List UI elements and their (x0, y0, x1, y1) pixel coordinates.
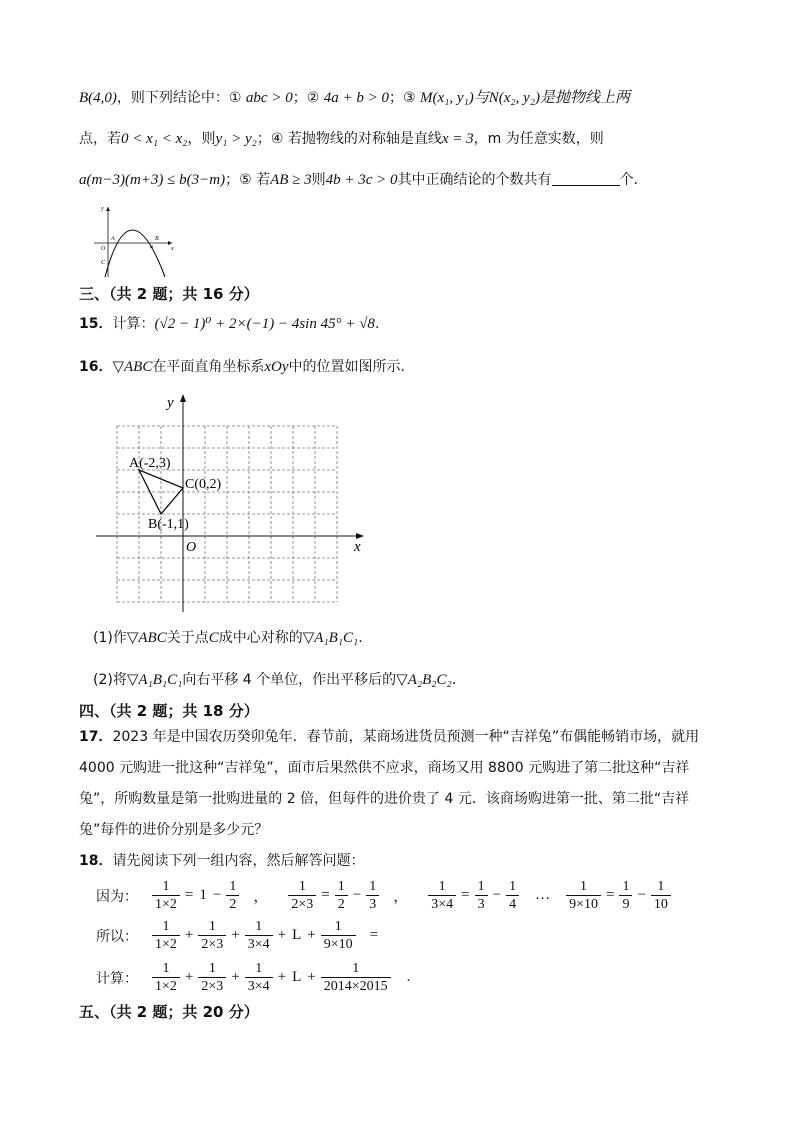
text: 请先阅读下列一组内容，然后解答问题： (112, 853, 365, 869)
text: − (212, 887, 222, 903)
text: 3 (477, 897, 485, 912)
q18-intro (79, 851, 364, 871)
text: 1 (366, 878, 379, 896)
fraction (226, 878, 239, 913)
text: 1 (428, 878, 456, 896)
text: + (231, 927, 240, 943)
text: 3×4 (247, 937, 270, 952)
q16-part-2 (93, 670, 456, 690)
parabola-graph (92, 203, 178, 279)
conclusion-2: 4a + b > 0 (323, 90, 389, 106)
q17-line-2: 4000 元购进一批这种“吉祥兔”，面市后果然供不应求，商场又用 8800 元购进了第二批这种“吉祥 (79, 760, 690, 776)
text: (2)将 (93, 672, 127, 688)
math: xOy (264, 359, 289, 375)
text: 2023 年是中国农历癸卯兔年．春节前，某商场进货员预测一种“吉祥兔”布偶能畅销市场，就用 (112, 729, 700, 745)
point-b-label: B(4,0) (79, 90, 117, 106)
text: ；④ 若抛物线的对称轴是直线 (256, 131, 442, 147)
q14-line-1 (79, 88, 630, 108)
text: L (292, 969, 302, 985)
graph-origin-label: O (101, 246, 106, 252)
text: ，m 为任意实数，则 (473, 131, 604, 147)
text: 2×3 (201, 979, 224, 994)
origin-label: O (186, 540, 197, 555)
math: x = 3 (441, 131, 474, 147)
fraction (475, 878, 488, 913)
fraction (245, 960, 273, 995)
y-arrow-icon (106, 207, 110, 211)
graph-four-label: 4 (150, 245, 153, 251)
text: . (451, 672, 457, 688)
text: 17． (79, 729, 113, 745)
fraction (288, 878, 316, 913)
text: 1 (321, 960, 391, 978)
text: + (184, 969, 194, 985)
text: 1 (566, 878, 601, 896)
math: a(m−3)(m+3) ≤ b(3−m) (79, 172, 226, 188)
text: 其中正确结论的个数共有 (397, 172, 552, 188)
text: . (374, 316, 380, 332)
fraction (335, 878, 348, 913)
y-axis-label: y (167, 395, 174, 411)
text: 1 (152, 878, 180, 896)
text: 2×3 (291, 897, 314, 912)
math: AB ≥ 3 (270, 172, 312, 188)
fraction (321, 918, 356, 953)
fraction (321, 960, 391, 995)
text: 2 (337, 897, 345, 912)
text: 2014×2015 (323, 979, 388, 994)
text: 1 (619, 878, 632, 896)
fraction (619, 878, 632, 913)
text: 2×3 (201, 937, 224, 952)
graph-a-label: A (111, 236, 115, 242)
q15 (79, 314, 379, 334)
dashed-grid (117, 426, 337, 602)
point-b-label: B(-1,1) (148, 517, 189, 532)
q17-line-1 (79, 727, 699, 747)
conclusion-1: abc > 0 (245, 90, 293, 106)
text: L (292, 927, 302, 943)
q16-part-1 (93, 628, 363, 648)
text: 1 (152, 918, 180, 936)
math: ▽A₁B₁C₁ (302, 630, 359, 646)
math: ▽A₁B₁C₁ (126, 672, 183, 688)
text: − (352, 887, 362, 903)
text: ，则 (187, 131, 216, 147)
text: 计算： (96, 970, 138, 987)
text: 1 (198, 918, 226, 936)
x-arrow-icon (168, 241, 172, 245)
text: 1 (245, 918, 273, 936)
text: 1 (651, 878, 671, 896)
text: 1 (199, 887, 207, 903)
text: 成中心对称的 (218, 630, 303, 646)
text: = (369, 927, 379, 943)
fraction (152, 878, 180, 913)
text: 1 (226, 878, 239, 896)
text: 1 (152, 960, 180, 978)
text: 4 (509, 897, 517, 912)
fraction (651, 878, 671, 913)
text: 9×10 (323, 937, 353, 952)
text: = (184, 887, 194, 903)
text: 1 (288, 878, 316, 896)
x-axis-label: x (354, 539, 361, 555)
text: 15． (79, 316, 113, 332)
q16-stem (79, 357, 415, 377)
q17-line-3: 兔”，所购数量是第一批购进量的 2 倍，但每件的进价贵了 4 元．该商场购进第一批、第二批“吉祥 (79, 791, 690, 807)
fraction (245, 918, 273, 953)
text: ；② (292, 90, 324, 106)
math: ▽ABC (126, 630, 167, 646)
fraction (152, 918, 180, 953)
q18-so-row (96, 918, 381, 953)
math: y₁ > y₂ (215, 131, 257, 147)
text: 9 (622, 897, 630, 912)
fraction (566, 878, 601, 913)
text: 1 (245, 960, 273, 978)
fraction (152, 960, 180, 995)
text: − (637, 887, 646, 903)
text: (1)作 (93, 630, 127, 646)
text: + (231, 969, 240, 985)
text: + (184, 927, 194, 943)
coordinate-grid-figure (94, 390, 374, 616)
point-a-label: A(-2,3) (129, 456, 171, 471)
text: 中的位置如图所示． (288, 359, 415, 375)
text: 1×2 (155, 937, 177, 952)
text: 1 (335, 878, 348, 896)
text: 则 (311, 172, 326, 188)
text: ；⑤ 若 (225, 172, 271, 188)
fraction (366, 878, 379, 913)
q18-calc-row (96, 960, 413, 995)
text: 3×4 (247, 979, 270, 994)
graph-x-label: x (171, 246, 174, 252)
conclusion-3: M(x₁, y₁)与N(x₂, y₂)是抛物线上两 (419, 90, 630, 106)
text: 18． (79, 853, 113, 869)
math: 0 < x₁ < x₂ (121, 131, 188, 147)
text: = (461, 887, 470, 903)
text: . (406, 969, 411, 985)
q17-line-4: 兔”每件的进价分别是多少元？ (79, 822, 269, 838)
text: = (605, 887, 615, 903)
math: C (208, 630, 219, 646)
text: + (307, 927, 316, 943)
text: 在平面直角坐标系 (152, 359, 265, 375)
text: 1 (321, 918, 356, 936)
section-4-title: 四、（共 2 题；共 18 分） (79, 702, 259, 720)
text: . (358, 630, 363, 646)
text: + (277, 927, 287, 943)
text: 10 (653, 897, 668, 912)
math: 4b + 3c > 0 (325, 172, 398, 188)
point-c-label: C(0,2) (185, 477, 222, 492)
text: 所以： (96, 928, 138, 945)
text: 9×10 (569, 897, 598, 912)
fraction (428, 878, 456, 913)
q14-line-2 (79, 129, 604, 149)
q15-expression: (√2 − 1)⁰ + 2×(−1) − 4sin 45° + √8 (154, 316, 375, 332)
graph-b-label: B (155, 236, 159, 242)
q14-line-3 (79, 170, 638, 190)
text: ， (393, 889, 409, 905)
text: 1×2 (155, 979, 177, 994)
text: … (535, 887, 551, 903)
graph-c-label: C (101, 260, 106, 266)
text: 个. (619, 172, 639, 188)
text: + (277, 969, 287, 985)
q18-because-row (96, 878, 673, 913)
text: 16． (79, 359, 113, 375)
y-arrow-icon (180, 394, 186, 402)
fraction (506, 878, 519, 913)
text: 计算： (112, 316, 155, 332)
section-3-title: 三、（共 2 题；共 16 分） (79, 285, 259, 303)
text: 1 (475, 878, 488, 896)
text: 关于点 (166, 630, 209, 646)
fraction (198, 960, 226, 995)
text: 1 (198, 960, 226, 978)
text: 点，若 (79, 131, 121, 147)
math: ▽ABC (112, 359, 153, 375)
text: 1 (506, 878, 519, 896)
text: = (321, 887, 330, 903)
text: ；③ (388, 90, 420, 106)
text: ，则下列结论中：① (116, 90, 246, 106)
graph-y-label: y (101, 206, 104, 212)
text: 1×2 (155, 897, 177, 912)
text: 向右平移 4 个单位，作出平移后的 (182, 672, 397, 688)
text: 2 (229, 897, 237, 912)
fraction (198, 918, 226, 953)
text: 3 (369, 897, 377, 912)
answer-blank (552, 171, 620, 186)
section-5-title: 五、（共 2 题；共 20 分） (79, 1003, 259, 1021)
text: + (307, 969, 316, 985)
text: ， (253, 889, 269, 905)
text: 3×4 (431, 897, 454, 912)
math: ▽A₂B₂C₂ (396, 672, 452, 688)
text: − (492, 887, 502, 903)
text: 因为： (96, 888, 138, 905)
